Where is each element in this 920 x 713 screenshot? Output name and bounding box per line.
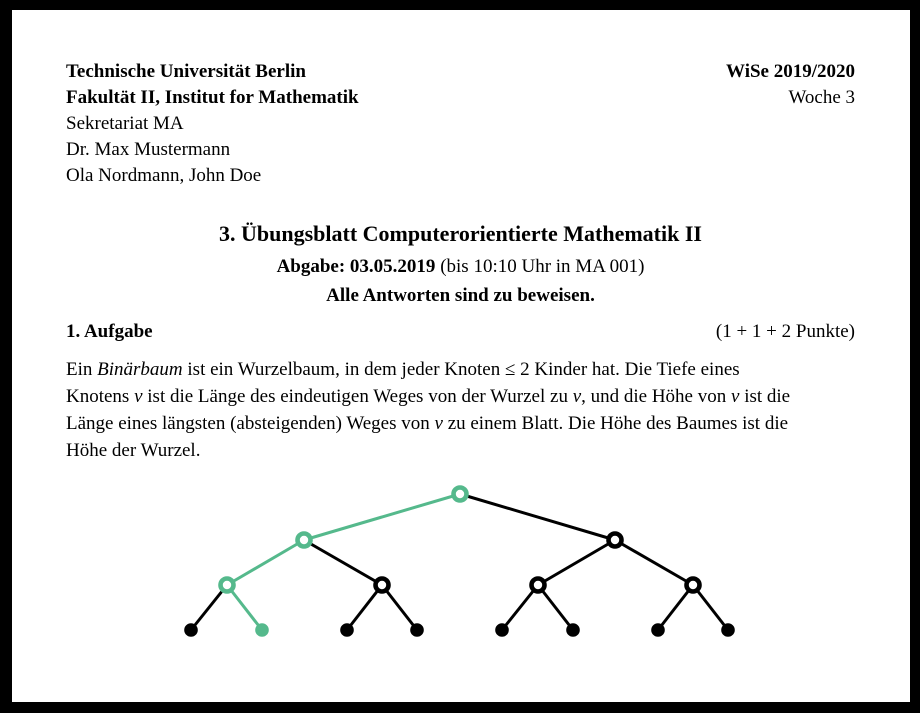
math-italic-text: v [434, 413, 443, 434]
tree-edge-root-n11 [460, 494, 615, 540]
body-text: , und die Höhe von [581, 386, 731, 407]
task-label: 1. Aufgabe [66, 321, 153, 342]
tree-node-l5 [566, 623, 580, 637]
tree-node-n10 [298, 534, 311, 547]
tree-node-root [454, 488, 467, 501]
tree-node-l3 [410, 623, 424, 637]
body-text: Höhe der Wurzel. [66, 440, 201, 461]
assistants-line: Ola Nordmann, John Doe [66, 165, 262, 186]
body-text: ist die [739, 386, 791, 407]
tree-node-l7 [721, 623, 735, 637]
week-line: Woche 3 [788, 87, 855, 108]
tree-node-n21 [376, 579, 389, 592]
tree-node-l1 [255, 623, 269, 637]
secretariat-line: Sekretariat MA [66, 113, 184, 134]
tree-node-l6 [651, 623, 665, 637]
tree-node-l2 [340, 623, 354, 637]
task-points: (1 + 1 + 2 Punkte) [715, 321, 855, 342]
math-italic-text: Binärbaum [97, 359, 183, 380]
sheet-title: 3. Übungsblatt Computerorientierte Mathematik II [219, 221, 702, 246]
tree-edge-n11-n22 [538, 540, 615, 585]
tree-node-n22 [532, 579, 545, 592]
body-text: ist ein Wurzelbaum, in dem jeder Knoten ≤ 2 Kinder hat. Die Tiefe eines [182, 359, 740, 380]
body-text: zu einem Blatt. Die Höhe des Baumes ist die [442, 413, 789, 434]
faculty-line: Fakultät II, Institut for Mathematik [66, 87, 359, 108]
proof-note: Alle Antworten sind zu beweisen. [326, 285, 595, 306]
binary-tree-figure [12, 10, 910, 702]
exercise-sheet-page [12, 10, 910, 702]
semester-line: WiSe 2019/2020 [726, 61, 855, 82]
tree-edge-root-n10 [304, 494, 460, 540]
math-italic-text: v [572, 386, 582, 407]
tree-node-n11 [609, 534, 622, 547]
body-text: ist die Länge des eindeutigen Weges von der Wurzel zu [142, 386, 573, 407]
body-text: Knotens [66, 386, 135, 407]
tree-edge-n11-n23 [615, 540, 693, 585]
lecturer-line: Dr. Max Mustermann [66, 139, 231, 160]
math-italic-text: v [134, 386, 143, 407]
math-italic-text: v [731, 386, 740, 407]
deadline-details: (bis 10:10 Uhr in MA 001) [435, 256, 645, 277]
tree-edge-n10-n20 [227, 540, 304, 585]
tree-node-l0 [184, 623, 198, 637]
tree-node-l4 [495, 623, 509, 637]
institution-line: Technische Universität Berlin [66, 61, 306, 82]
body-text: Länge eines längsten (absteigenden) Weges von [66, 413, 435, 434]
deadline-date: Abgabe: 03.05.2019 [276, 256, 436, 277]
tree-edge-n10-n21 [304, 540, 382, 585]
tree-node-n23 [687, 579, 700, 592]
body-text: Ein [66, 359, 98, 380]
tree-node-n20 [221, 579, 234, 592]
